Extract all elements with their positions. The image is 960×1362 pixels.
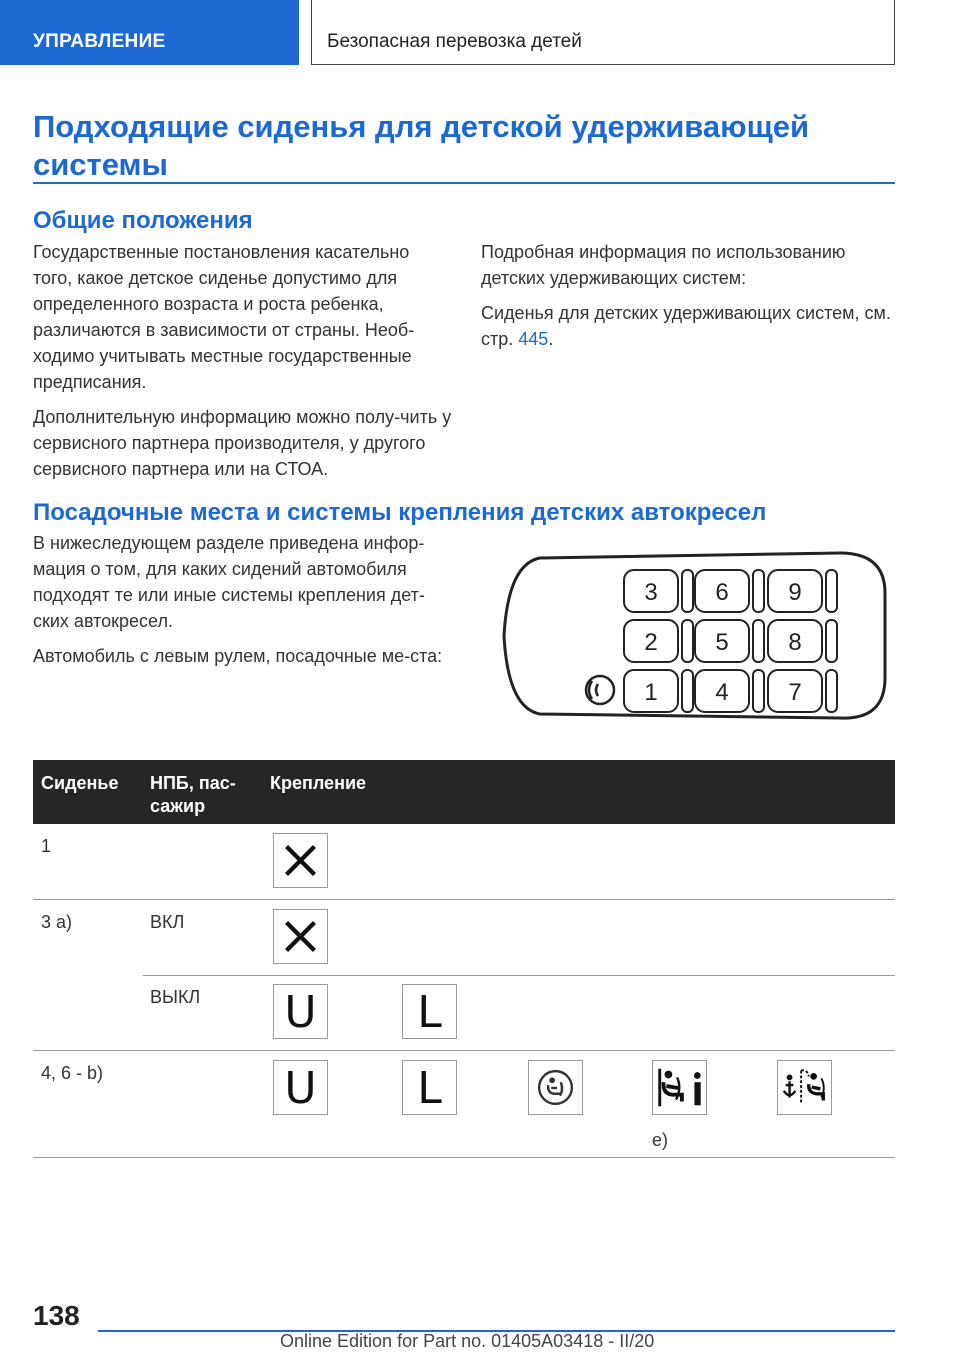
table-cell-seat: 1 [41, 836, 52, 856]
paragraph [481, 300, 901, 352]
general-left-column [33, 239, 453, 491]
seat-number: 2 [644, 629, 658, 656]
paragraph: Автомобиль с левым рулем, посадочные ме-ста: [33, 646, 443, 666]
seat-backrest [753, 670, 764, 712]
column-header-seat: Сиденье [41, 773, 119, 793]
table-header [33, 760, 895, 824]
seat-backrest [826, 670, 837, 712]
table-bottom-rule [33, 1157, 895, 1158]
child-seat-info-icon [652, 1060, 707, 1115]
seating-left-column [33, 530, 453, 678]
section-heading-general: Общие положения [33, 207, 253, 234]
forbidden-icon [273, 909, 328, 964]
icon-letter: L [417, 987, 442, 1038]
section-tab: УПРАВЛЕНИЕ [0, 0, 299, 65]
paragraph: В нижеследующем разделе приведена инфор-мация о том, для каких сидений автомобиля подходят те или иные системы крепления дет-ских автокресел. [33, 533, 425, 631]
section-heading-seating: Посадочные места и системы крепления детских автокресел [33, 499, 767, 526]
text: Сиденья для детских удерживающих систем, см. стр. [481, 303, 891, 349]
icon-letter: U [284, 987, 317, 1038]
universal-u-icon [273, 984, 328, 1039]
forbidden-icon [273, 833, 328, 888]
seat-backrest [682, 620, 693, 662]
page-title: Подходящие сиденья для детской удерживающей системы [33, 109, 810, 182]
seat-number: 6 [715, 579, 729, 606]
column-header-airbag: НПБ, пас-сажир [150, 773, 236, 816]
table-cell-airbag: ВЫКЛ [150, 987, 201, 1007]
table-cell-seat: 4, 6 - b) [41, 1063, 104, 1083]
chapter-title: Безопасная перевозка детей [311, 0, 895, 65]
row-divider [33, 899, 895, 900]
paragraph: Дополнительную информацию можно полу-чить у сервисного партнера производителя, у другого сервисного партнера или на СТОА. [33, 407, 452, 479]
footnote-marker: e) [652, 1130, 669, 1150]
universal-u-icon [273, 1060, 328, 1115]
row-divider [33, 1050, 895, 1051]
icon-letter: L [417, 1063, 442, 1114]
l-category-icon [402, 984, 457, 1039]
seat-number: 8 [788, 629, 802, 656]
table-cell-seat: 3 a) [41, 912, 73, 932]
seat-map-illustration [500, 548, 890, 724]
general-right-column [481, 239, 901, 361]
seat-backrest [826, 620, 837, 662]
seat-number: 1 [644, 679, 658, 706]
seat-backrest [826, 570, 837, 612]
steering-wheel-icon [586, 676, 614, 704]
isofix-anchor-seat-icon [777, 1060, 832, 1115]
seat-number: 3 [644, 579, 658, 606]
page-link[interactable]: 445 [518, 329, 549, 349]
seat-number: 4 [715, 679, 729, 706]
seat-number: 9 [788, 579, 802, 606]
child-seat-circle-icon [528, 1060, 583, 1115]
seat-number: 5 [715, 629, 729, 656]
icon-letter: U [284, 1063, 317, 1114]
paragraph: Государственные постановления касательно того, какое детское сиденье допустимо для определенного возраста и роста ребенка, различаются в зависимости от страны. Необ-ходимо учитывать местные государственные предписания. [33, 242, 415, 392]
table-cell-airbag: ВКЛ [150, 912, 185, 932]
seat-backrest [682, 570, 693, 612]
text: . [548, 329, 554, 349]
paragraph: Подробная информация по использованию детских удерживающих систем: [481, 242, 846, 288]
column-header-mount: Крепление [270, 773, 367, 793]
seat-backrest [753, 620, 764, 662]
l-category-icon [402, 1060, 457, 1115]
footer-edition-text: Online Edition for Part no. 01405A03418 - II/20 [280, 1331, 655, 1351]
title-divider [33, 182, 895, 184]
seat-backrest [682, 670, 693, 712]
seat-backrest [753, 570, 764, 612]
row-divider [143, 975, 895, 976]
page-number: 138 [33, 1300, 80, 1331]
seat-number: 7 [788, 679, 802, 706]
